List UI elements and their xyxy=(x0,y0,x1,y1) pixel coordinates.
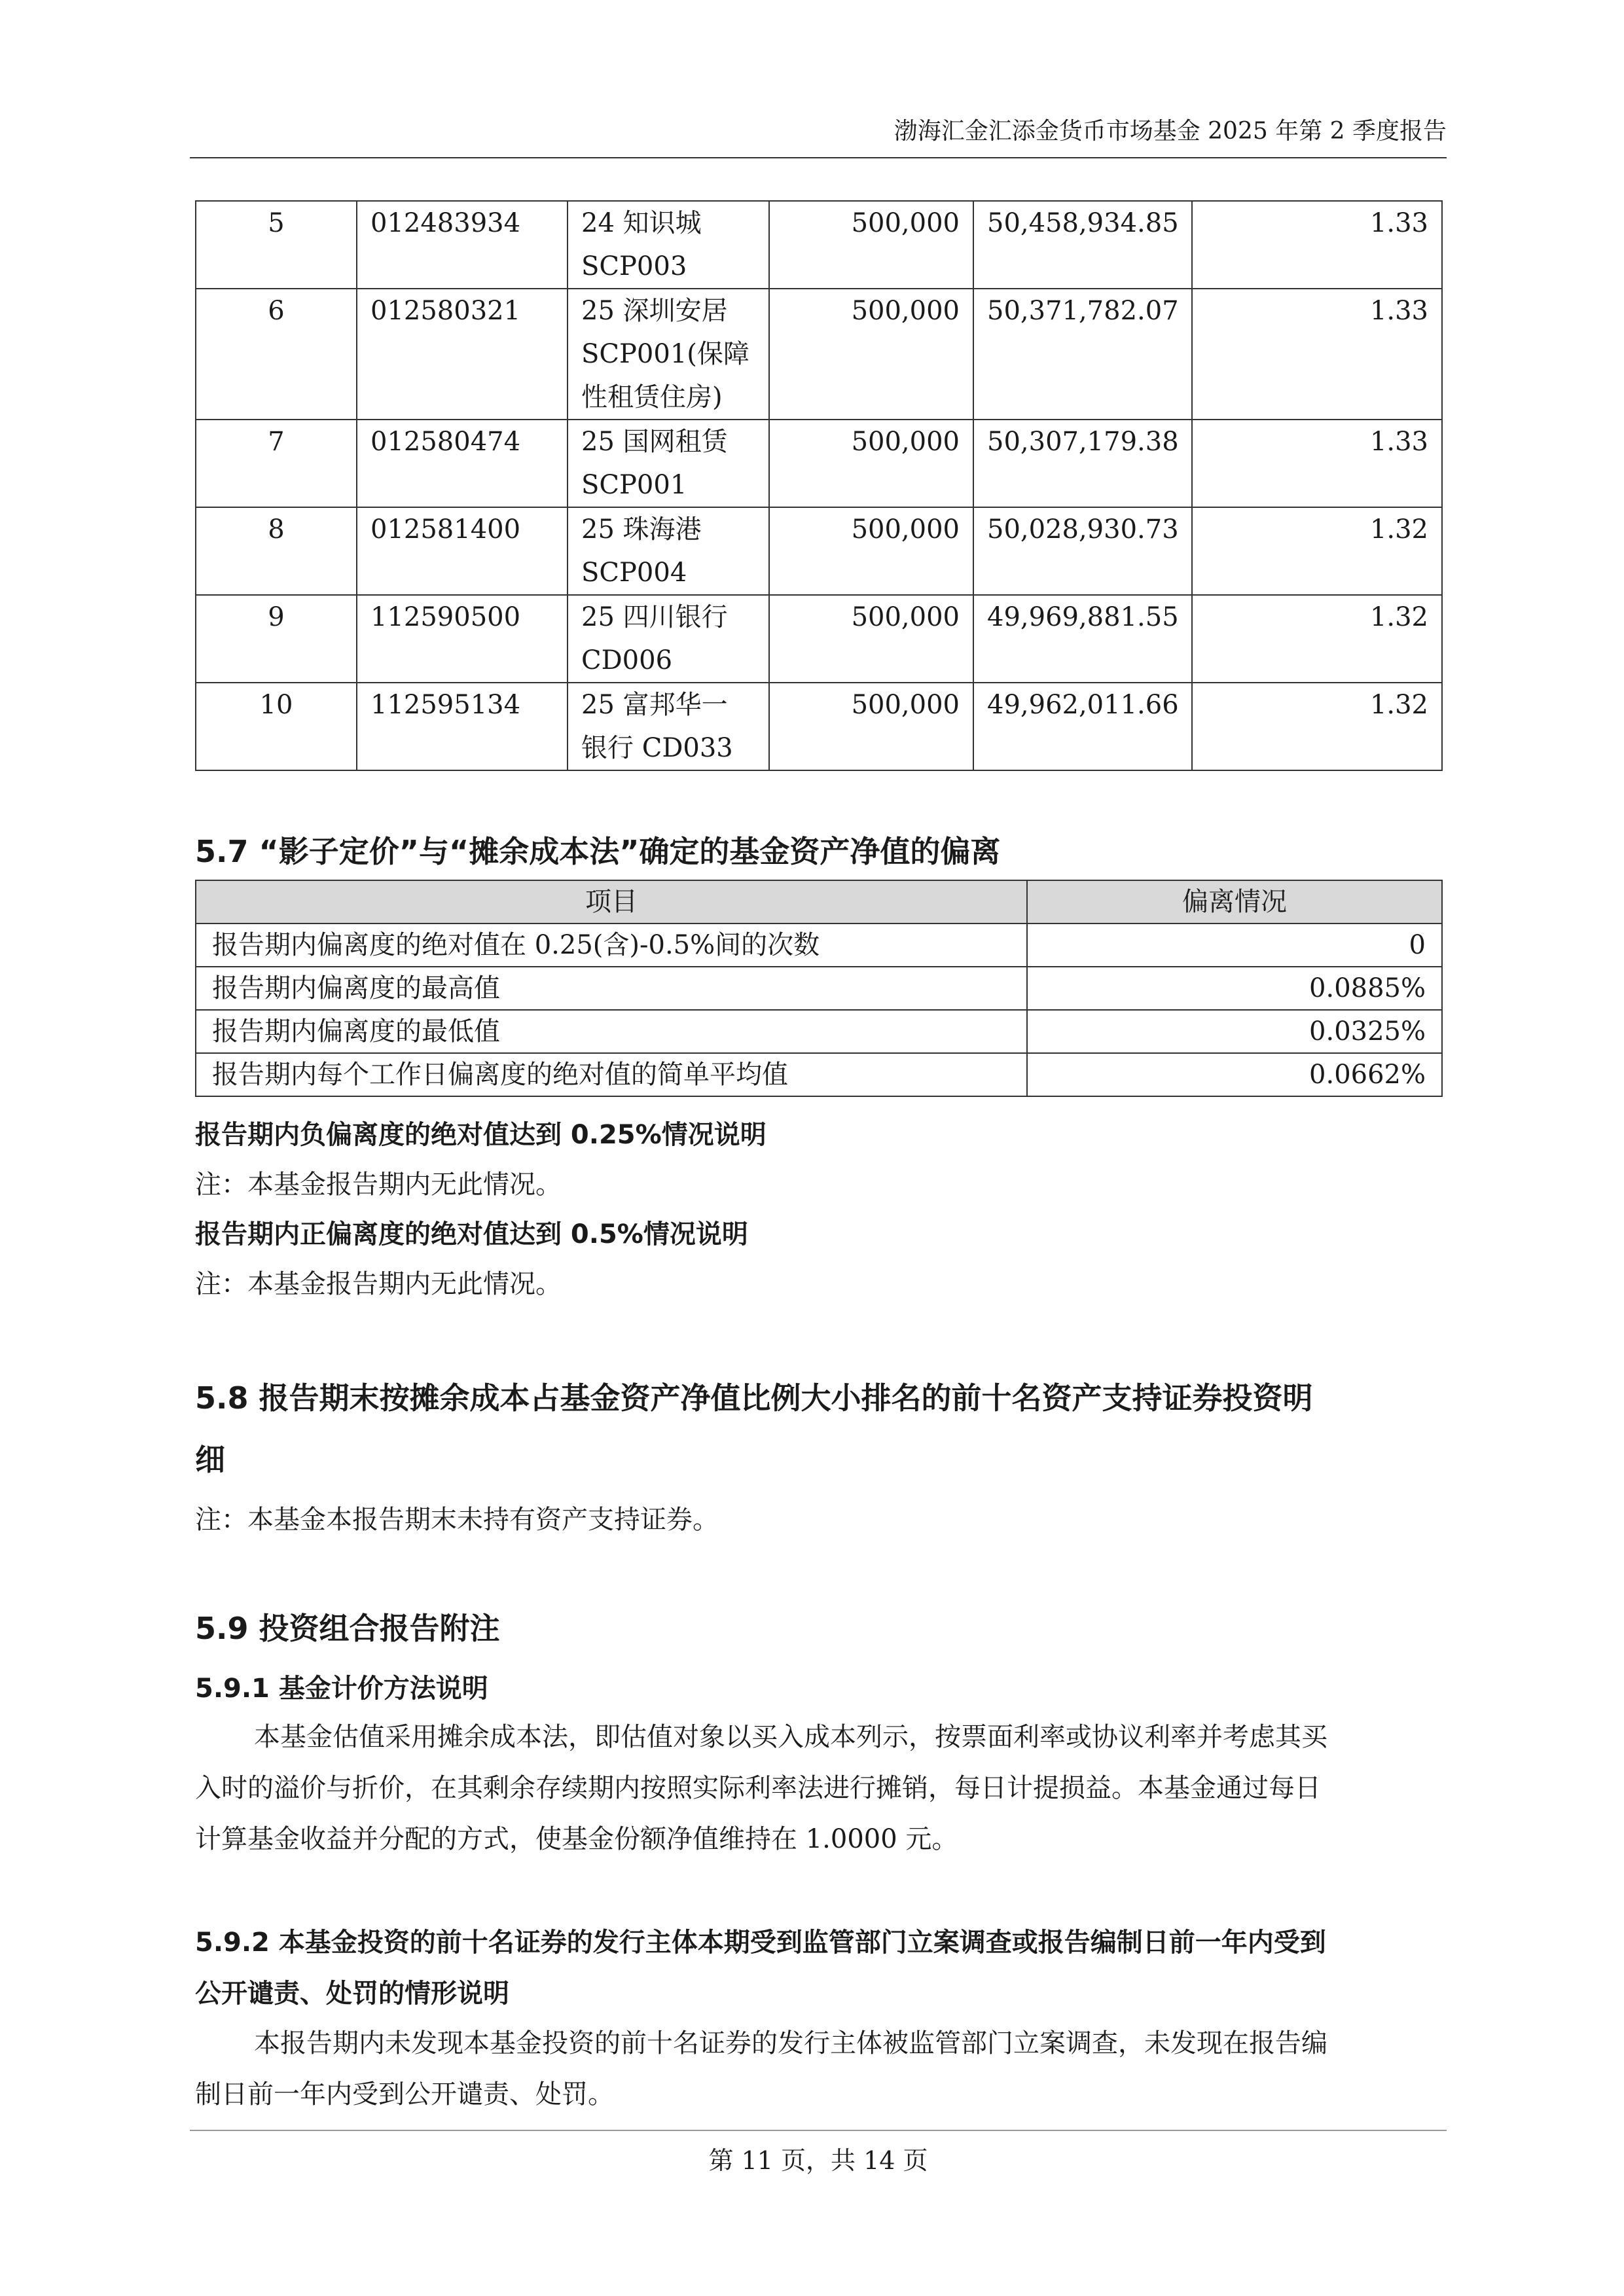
holding-value: 50,371,782.07 xyxy=(973,289,1192,420)
holding-quantity: 500,000 xyxy=(769,201,973,289)
page-header-title: 渤海汇金汇添金货币市场基金 2025 年第 2 季度报告 xyxy=(893,118,1447,145)
deviation-header-value: 偏离情况 xyxy=(1027,880,1442,924)
section-5-9-1-title: 5.9.1 基金计价方法说明 xyxy=(195,1674,488,1704)
deviation-value: 0.0325% xyxy=(1027,1010,1442,1053)
holding-row xyxy=(196,507,1442,595)
deviation-item: 报告期内偏离度的最低值 xyxy=(196,1010,1027,1053)
section-5-9-2-title-line2: 公开谴责、处罚的情形说明 xyxy=(195,1979,509,2009)
holding-name-line: 25 珠海港 xyxy=(581,514,702,545)
holding-row xyxy=(196,201,1442,289)
holding-no: 10 xyxy=(196,683,357,770)
holding-name-line: SCP003 xyxy=(581,251,687,281)
section-5-8-title-line2: 细 xyxy=(195,1442,225,1477)
deviation-item: 报告期内偏离度的绝对值在 0.25(含)-0.5%间的次数 xyxy=(196,924,1027,967)
negative-deviation-title: 报告期内负偏离度的绝对值达到 0.25%情况说明 xyxy=(195,1120,767,1150)
holding-name xyxy=(568,420,769,507)
holding-row xyxy=(196,683,1442,770)
holding-name-line: 25 四川银行 xyxy=(581,602,728,632)
holding-value: 50,307,179.38 xyxy=(973,420,1192,507)
holding-quantity: 500,000 xyxy=(769,595,973,683)
section-5-8-title-line1: 5.8 报告期末按摊余成本占基金资产净值比例大小排名的前十名资产支持证券投资明 xyxy=(195,1380,1313,1416)
holding-no: 7 xyxy=(196,420,357,507)
deviation-row xyxy=(196,1010,1442,1053)
holding-ratio: 1.33 xyxy=(1192,201,1442,289)
deviation-value: 0 xyxy=(1027,924,1442,967)
top-holdings-body xyxy=(196,201,1442,770)
section-5-9-1-line: 计算基金收益并分配的方式，使基金份额净值维持在 1.0000 元。 xyxy=(195,1824,958,1854)
header-divider xyxy=(190,157,1447,158)
holding-no: 9 xyxy=(196,595,357,683)
holding-ratio: 1.32 xyxy=(1192,507,1442,595)
holding-code: 012483934 xyxy=(357,201,568,289)
holding-row xyxy=(196,595,1442,683)
holding-quantity: 500,000 xyxy=(769,683,973,770)
negative-deviation-note: 注：本基金报告期内无此情况。 xyxy=(195,1170,562,1200)
holding-name-line: SCP001 xyxy=(581,470,687,500)
holding-name-line: SCP004 xyxy=(581,558,687,588)
positive-deviation-note: 注：本基金报告期内无此情况。 xyxy=(195,1269,562,1299)
holding-quantity: 500,000 xyxy=(769,507,973,595)
holding-name xyxy=(568,507,769,595)
holding-name xyxy=(568,683,769,770)
top-holdings-table xyxy=(195,200,1443,771)
page-number: 第 11 页，共 14 页 xyxy=(708,2146,928,2175)
positive-deviation-title: 报告期内正偏离度的绝对值达到 0.5%情况说明 xyxy=(195,1219,748,1249)
holding-code: 012581400 xyxy=(357,507,568,595)
holding-name xyxy=(568,289,769,420)
deviation-row xyxy=(196,1053,1442,1096)
footer-divider xyxy=(190,2130,1447,2131)
section-5-8-note: 注：本基金本报告期末未持有资产支持证券。 xyxy=(195,1505,719,1535)
holding-quantity: 500,000 xyxy=(769,420,973,507)
holding-name-line: 25 深圳安居 xyxy=(581,296,728,326)
holding-name xyxy=(568,201,769,289)
holding-name-line: 银行 CD033 xyxy=(581,733,733,763)
holding-code: 012580321 xyxy=(357,289,568,420)
section-5-9-2-line: 制日前一年内受到公开谴责、处罚。 xyxy=(195,2079,614,2109)
holding-name-line: CD006 xyxy=(581,645,673,675)
holding-name xyxy=(568,595,769,683)
holding-name-line: 24 知识城 xyxy=(581,208,702,238)
section-5-9-2-title-line1: 5.9.2 本基金投资的前十名证券的发行主体本期受到监管部门立案调查或报告编制日前一年内受到 xyxy=(195,1928,1326,1958)
holding-code: 112590500 xyxy=(357,595,568,683)
holding-no: 6 xyxy=(196,289,357,420)
holding-row xyxy=(196,289,1442,420)
deviation-row xyxy=(196,924,1442,967)
section-5-9-1-line: 入时的溢价与折价，在其剩余存续期内按照实际利率法进行摊销，每日计提损益。本基金通过每日 xyxy=(195,1773,1321,1803)
holding-name-line: 性租赁住房) xyxy=(581,382,723,412)
deviation-value: 0.0662% xyxy=(1027,1053,1442,1096)
holding-name-line: 25 富邦华一 xyxy=(581,690,728,720)
holding-ratio: 1.32 xyxy=(1192,683,1442,770)
deviation-item: 报告期内偏离度的最高值 xyxy=(196,967,1027,1010)
holding-value: 50,458,934.85 xyxy=(973,201,1192,289)
holding-row xyxy=(196,420,1442,507)
holding-value: 50,028,930.73 xyxy=(973,507,1192,595)
deviation-table xyxy=(195,880,1443,1097)
holding-no: 5 xyxy=(196,201,357,289)
deviation-item: 报告期内每个工作日偏离度的绝对值的简单平均值 xyxy=(196,1053,1027,1096)
section-5-7-title: 5.7 “影子定价”与“摊余成本法”确定的基金资产净值的偏离 xyxy=(195,834,1001,869)
holding-quantity: 500,000 xyxy=(769,289,973,420)
deviation-header-item: 项目 xyxy=(196,880,1027,924)
holding-code: 112595134 xyxy=(357,683,568,770)
section-5-9-1-line: 本基金估值采用摊余成本法，即估值对象以买入成本列示，按票面利率或协议利率并考虑其买 xyxy=(254,1722,1327,1752)
holding-value: 49,969,881.55 xyxy=(973,595,1192,683)
deviation-row xyxy=(196,967,1442,1010)
holding-code: 012580474 xyxy=(357,420,568,507)
section-5-9-title: 5.9 投资组合报告附注 xyxy=(195,1611,500,1646)
holding-value: 49,962,011.66 xyxy=(973,683,1192,770)
holding-ratio: 1.32 xyxy=(1192,595,1442,683)
holding-no: 8 xyxy=(196,507,357,595)
deviation-value: 0.0885% xyxy=(1027,967,1442,1010)
section-5-9-2-line: 本报告期内未发现本基金投资的前十名证券的发行主体被监管部门立案调查，未发现在报告编 xyxy=(254,2028,1327,2058)
holding-name-line: 25 国网租赁 xyxy=(581,427,728,457)
holding-ratio: 1.33 xyxy=(1192,289,1442,420)
holding-ratio: 1.33 xyxy=(1192,420,1442,507)
holding-name-line: SCP001(保障 xyxy=(581,339,749,369)
deviation-header-row xyxy=(196,880,1442,924)
